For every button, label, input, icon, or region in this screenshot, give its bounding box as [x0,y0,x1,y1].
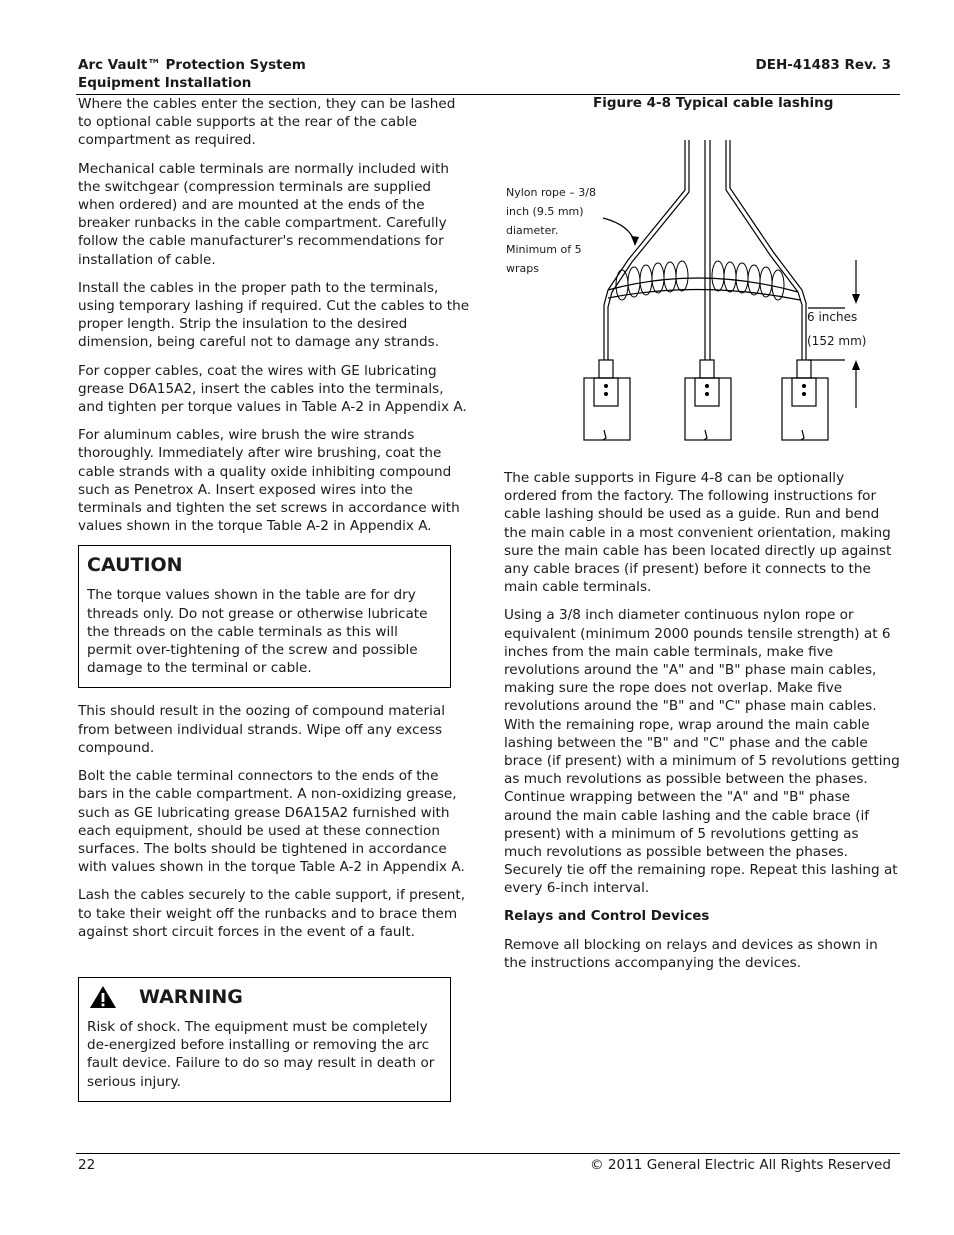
header-title [78,56,306,92]
paragraph: The cable supports in Figure 4-8 can be optionally ordered from the factory. The following instructions for cable lashing should be used as a guide. Run and bend the main cable in a most convenient orientation, making sure the main cable has been located directly up against any cable braces (if present) before it connects to the main cable terminals. [504,470,892,596]
warning-title: WARNING [139,985,243,1008]
caution-title: CAUTION [87,554,183,577]
paragraph: Install the cables in the proper path to the terminals, using temporary lashing if required. Cut the cables to the proper length. Strip the insulation to the desired dimension, being careful not to damage any strands. [78,279,470,351]
paragraph: Mechanical cable terminals are normally included with the switchgear (compression terminals are supplied when ordered) and are mounted at the ends of the breaker runbacks in the cable compartment. Carefully follow the cable manufacturer's recommendations for installation of cable. [78,160,450,268]
footer-rule [76,1153,900,1154]
paragraph: For aluminum cables, wire brush the wire strands thoroughly. Immediately after wire brushing, coat the cable strands with a quality oxide inhibiting compound such as Penetrox A. Insert exposed wires into the terminals and tighten the set screws in accordance with values shown in the torque Table A-2 in Appendix A. [78,427,460,535]
page-number: 22 [78,1157,96,1173]
cable-lashing-diagram [500,130,880,450]
caution-box [78,545,451,688]
paragraph: Bolt the cable terminal connectors to the ends of the bars in the cable compartment. A non-oxidizing grease, such as GE lubricating grease D6A15A2 furnished with each equipment, should be used at these connection surfaces. The bolts should be tightened in accordance with values shown in the torque Table A-2 in Appendix A. [78,768,465,876]
figure-caption: Figure 4-8 Typical cable lashing [593,95,834,111]
paragraph: Lash the cables securely to the cable support, if present, to take their weight off the runbacks and to brace them against short circuit forces in the event of a fault. [78,887,466,940]
header-title-line2: Equipment Installation [78,75,252,91]
dimension-label-mm: (152 mm) [807,334,867,348]
warning-triangle-icon [89,985,117,1009]
figure-note-line: wraps [506,262,539,275]
header-doc-number: DEH-41483 Rev. 3 [755,57,891,73]
paragraph: This should result in the oozing of compound material from between individual strands. Wipe off any excess compound. [78,703,446,756]
caution-text: The torque values shown in the table are for dry threads only. Do not grease or otherwise lubricate the threads on the cable terminals as this will permit over-tightening of the screw and possible damage to the terminal or cable. [87,587,428,677]
paragraph: Using a 3/8 inch diameter continuous nylon rope or equivalent (minimum 2000 pounds tensile strength) at 6 inches from the main cable terminals, make five revolutions around the "A" and "B" phase main cables, making sure the rope does not overlap. Make five revolutions around the "B" and "C" phase main cables. With the remaining rope, wrap around the main cable lashing between the "B" and "C" phase and the cable brace (if present) with a minimum of 5 revolutions getting as much revolutions as possible between the phases. Continue wrapping between the "A" and "B" phase around the main cable lashing and the cable brace (if present) with a minimum of 5 revolutions getting as much revolutions as possible between the phases. Securely tie off the remaining rope. Repeat this lashing at every 6-inch interval. [504,607,900,897]
left-column [78,95,472,1116]
header-title-line1: Arc Vault™ Protection System [78,57,306,73]
figure-note-line: inch (9.5 mm) [506,205,584,218]
right-column [504,469,900,982]
paragraph: Remove all blocking on relays and devices as shown in the instructions accompanying the devices. [504,936,878,972]
warning-text: Risk of shock. The equipment must be completely de-energized before installing or removing the arc fault device. Failure to do so may result in death or serious injury. [87,1018,435,1090]
copyright: © 2011 General Electric All Rights Reserved [589,1157,891,1173]
paragraph: For copper cables, coat the wires with GE lubricating grease D6A15A2, insert the cables into the terminals, and tighten per torque values in Table A-2 in Appendix A. [78,362,467,416]
warning-header [87,984,442,1010]
dimension-label-inches: 6 inches [807,310,858,324]
figure-note-line: Nylon rope – 3/8 [506,186,596,199]
figure-note-line: Minimum of 5 [506,243,582,256]
paragraph: Where the cables enter the section, they can be lashed to optional cable supports at the rear of the cable compartment as required. [78,96,456,149]
figure-note-line: diameter. [506,224,559,237]
warning-box [78,977,451,1102]
section-heading: Relays and Control Devices [504,908,710,924]
